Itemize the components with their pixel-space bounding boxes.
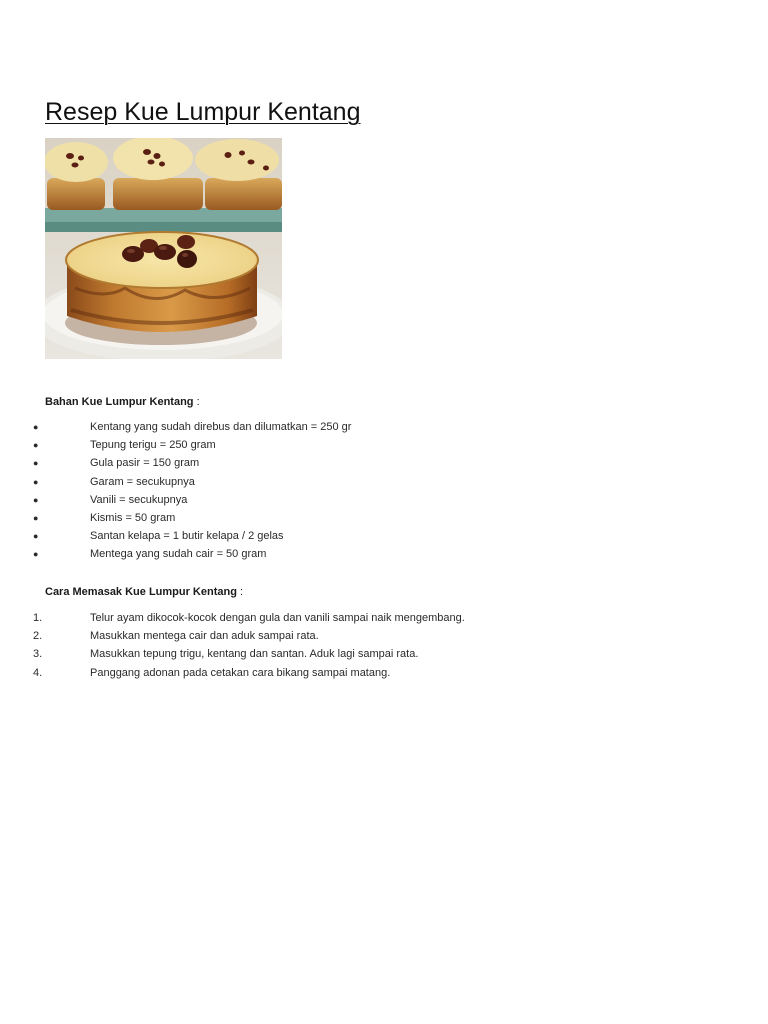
bullet-icon: ● <box>33 494 39 505</box>
step-number: 2. <box>33 630 43 643</box>
bullet-icon: ● <box>33 422 39 432</box>
step-number: 1. <box>33 612 43 624</box>
bullet-icon: ● <box>33 458 39 469</box>
bullet-icon: ● <box>33 476 39 487</box>
bullet-icon: ● <box>33 549 39 560</box>
bullet-icon: ● <box>33 531 39 542</box>
step-number: 4. <box>33 666 43 679</box>
page-title: Resep Kue Lumpur Kentang <box>45 98 361 126</box>
kue-lumpur-photo <box>45 138 282 359</box>
ingredients-heading: Bahan Kue Lumpur Kentang : <box>45 396 200 408</box>
steps-heading: Cara Memasak Kue Lumpur Kentang : <box>45 586 244 598</box>
bullet-icon: ● <box>33 440 39 451</box>
bullet-icon: ● <box>33 512 39 523</box>
step-number: 3. <box>33 648 43 661</box>
